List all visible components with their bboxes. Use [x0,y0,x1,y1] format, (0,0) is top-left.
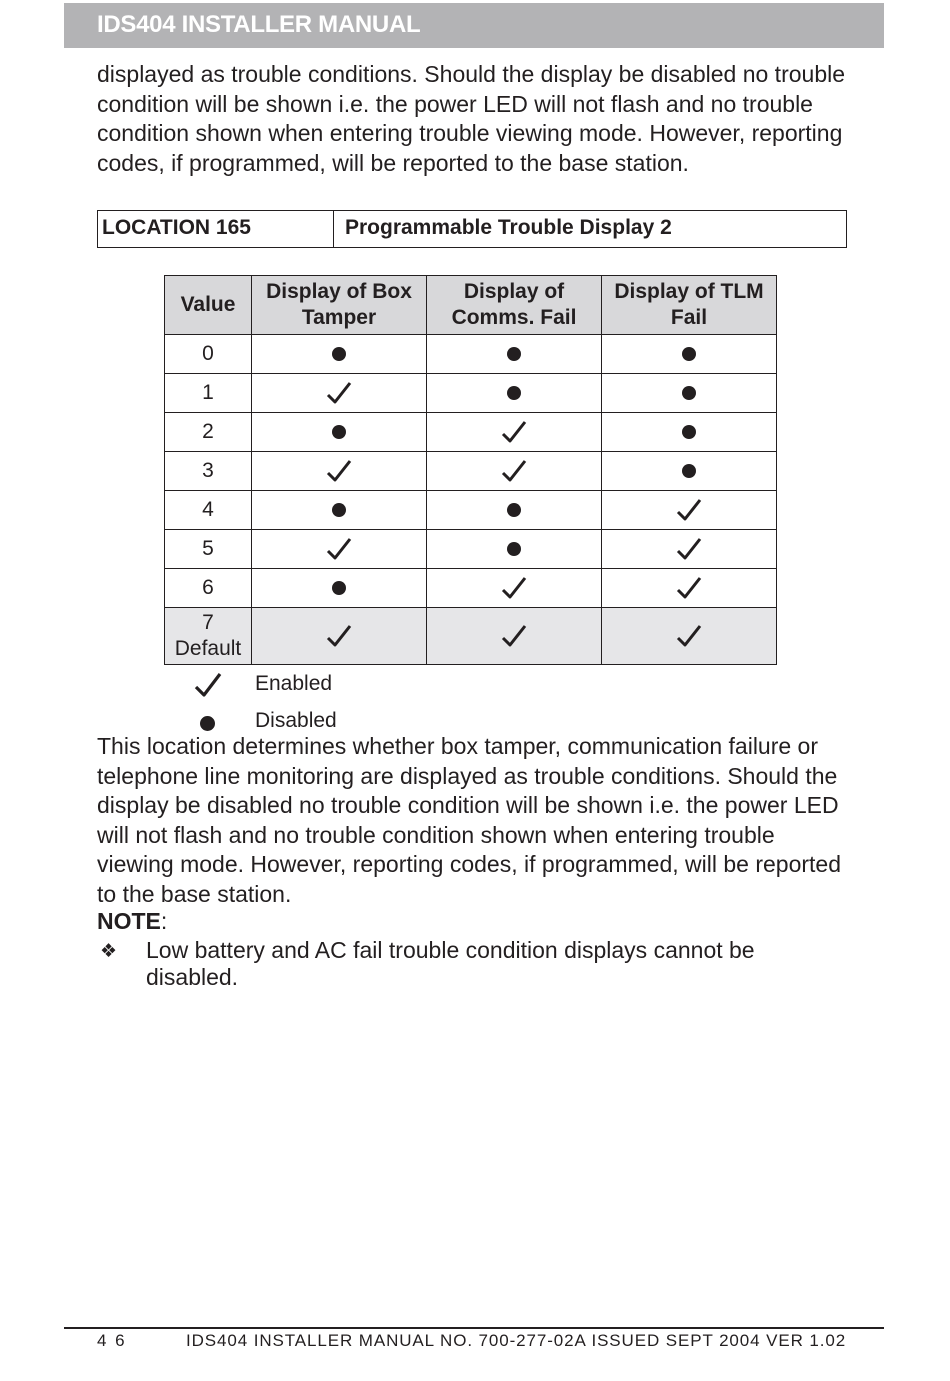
intro-paragraph: displayed as trouble conditions. Should the display be disabled no trouble condition will be shown i.e. the power LED will not flash and no trouble condition shown when entering trouble viewing mode. However, reporting codes, if programmed, will be reported to the base station. [97,61,846,176]
value-table [164,275,777,665]
check-icon [326,624,352,648]
value-cell [165,491,252,530]
value-number: 5 [202,537,214,560]
check-icon [194,672,222,698]
dot-icon [332,503,346,517]
location-title: Programmable Trouble Display 2 [345,216,672,239]
check-icon [326,381,352,405]
dot-icon [507,347,521,361]
comms-fail-cell [427,608,602,665]
legend-disabled: Disabled [255,709,337,732]
box-tamper-cell [252,569,427,608]
manual-title: IDS404 INSTALLER MANUAL [97,11,421,38]
value-cell [165,374,252,413]
check-icon [501,624,527,648]
value-number: 3 [202,459,214,482]
comms-fail-cell [427,413,602,452]
check-icon [501,420,527,444]
box-tamper-cell [252,608,427,665]
comms-fail-cell [427,374,602,413]
dot-icon [332,581,346,595]
value-cell [165,413,252,452]
table-row [165,374,777,413]
location-label: LOCATION 165 [98,211,334,247]
value-number: 1 [202,381,214,404]
page-number: 4 6 [97,1331,127,1350]
box-tamper-cell [252,491,427,530]
tlm-fail-cell [602,374,777,413]
table-row [165,413,777,452]
dot-icon [332,347,346,361]
value-number: 2 [202,420,214,443]
value-cell [165,452,252,491]
table-row [165,335,777,374]
comms-fail-cell [427,335,602,374]
value-cell [165,569,252,608]
check-icon [501,459,527,483]
note-item: Low battery and AC fail trouble condition displays cannot be disabled. [146,937,755,990]
dot-icon [507,542,521,556]
legend-enabled: Enabled [255,672,333,695]
dot-icon [682,386,696,400]
header-comms-fail: Display of Comms. Fail [427,276,602,335]
tlm-fail-cell [602,608,777,665]
default-label: Default [174,637,242,660]
location-box [97,210,847,248]
table-row [165,530,777,569]
check-icon [326,459,352,483]
box-tamper-cell [252,452,427,491]
tlm-fail-cell [602,569,777,608]
box-tamper-cell [252,530,427,569]
box-tamper-cell [252,413,427,452]
check-icon [326,537,352,561]
footer-divider [64,1327,884,1329]
dot-icon [682,464,696,478]
check-icon [676,624,702,648]
dot-icon [682,425,696,439]
value-number: 0 [202,342,214,365]
check-icon [501,576,527,600]
dot-icon [507,503,521,517]
box-tamper-cell [252,335,427,374]
tlm-fail-cell [602,452,777,491]
table-row [165,608,777,665]
dot-icon [200,716,215,731]
dot-icon [682,347,696,361]
check-icon [676,537,702,561]
comms-fail-cell [427,452,602,491]
header-box-tamper: Display of Box Tamper [252,276,427,335]
value-cell [165,335,252,374]
table-header-row [165,276,777,335]
bullet-icon: ❖ [100,941,118,962]
tlm-fail-cell [602,491,777,530]
table-row [165,452,777,491]
footer-text: IDS404 INSTALLER MANUAL NO. 700-277-02A ISSUED SEPT 2004 VER 1.02 [186,1331,847,1350]
comms-fail-cell [427,530,602,569]
table-row [165,491,777,530]
check-icon [676,576,702,600]
dot-icon [507,386,521,400]
header-value: Value [165,276,252,335]
value-cell [165,530,252,569]
value-cell [165,608,252,665]
note-label: NOTE [97,908,161,934]
value-number: 4 [202,498,214,521]
note-colon: : [160,908,168,934]
header-tlm-fail: Display of TLM Fail [602,276,777,335]
comms-fail-cell [427,491,602,530]
tlm-fail-cell [602,335,777,374]
value-number: 6 [202,576,214,599]
tlm-fail-cell [602,530,777,569]
table-row [165,569,777,608]
description-paragraph: This location determines whether box tamper, communication failure or telephone line monitoring are displayed as trouble conditions. Should the display be disabled no trouble condition will be shown i.e. the power LED will not flash and no trouble condition shown when entering trouble viewing mode. However, reporting codes, if programmed, will be reported to the base station. [97,733,842,907]
check-icon [676,498,702,522]
box-tamper-cell [252,374,427,413]
dot-icon [332,425,346,439]
comms-fail-cell [427,569,602,608]
tlm-fail-cell [602,413,777,452]
header-bar [64,3,884,48]
note-heading [97,908,167,935]
value-number: 7 [202,611,214,634]
